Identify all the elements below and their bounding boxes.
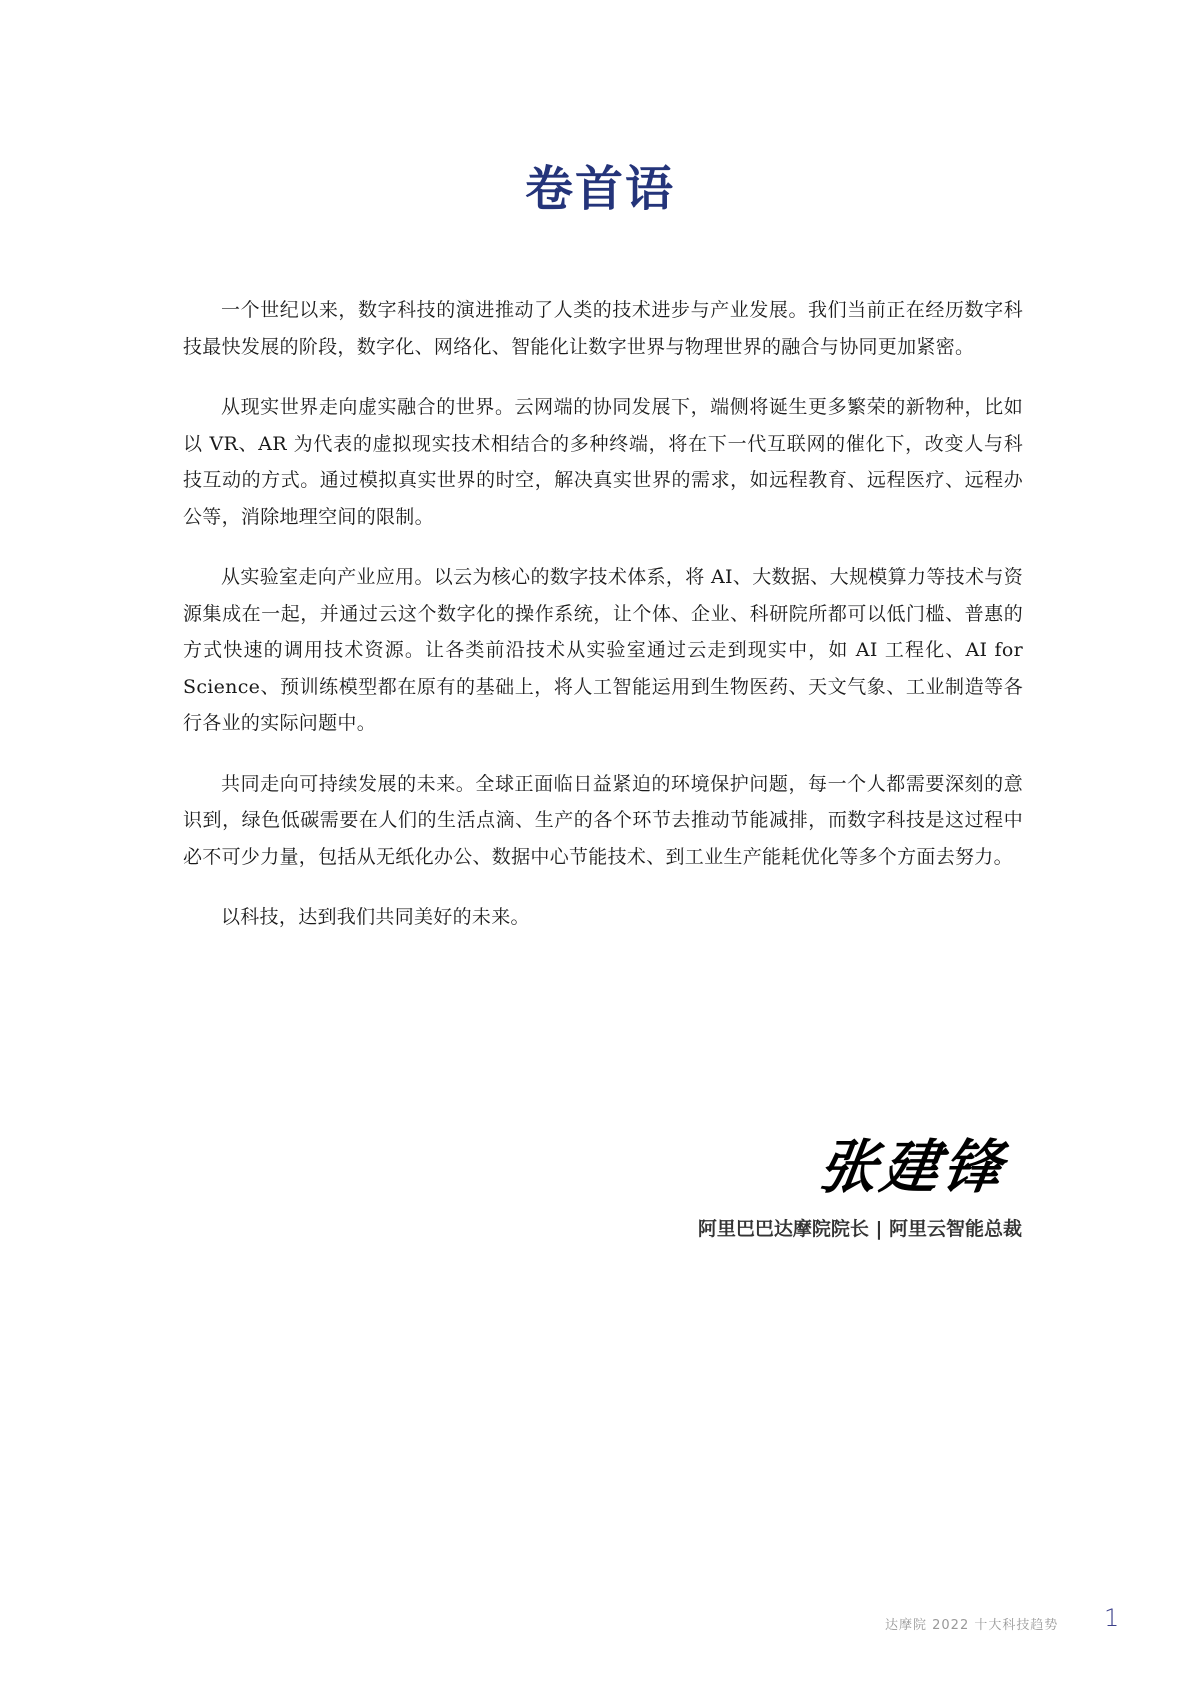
paragraph: 从实验室走向产业应用。以云为核心的数字技术体系，将 AI、大数据、大规模算力等技术与资源集成在一起，并通过云这个数字化的操作系统，让个体、企业、科研院所都可以低门槛、普惠的方式快速的调用技术资源。让各类前沿技术从实验室通过云走到现实中，如 AI 工程化、AI for Science、预训练模型都在原有的基础上，将人工智能运用到生物医药、天文气象、工业制造等各行各业的实际问题中。	[183, 566, 1023, 734]
page-title: 卷首语	[524, 161, 675, 217]
paragraph: 一个世纪以来，数字科技的演进推动了人类的技术进步与产业发展。我们当前正在经历数字科技最快发展的阶段，数字化、网络化、智能化让数字世界与物理世界的融合与协同更加紧密。	[183, 299, 1023, 358]
paragraph: 共同走向可持续发展的未来。全球正面临日益紧迫的环境保护问题，每一个人都需要深刻的意识到，绿色低碳需要在人们的生活点滴、生产的各个环节去推动节能减排，而数字科技是这过程中必不可少力量，包括从无纸化办公、数据中心节能技术、到工业生产能耗优化等多个方面去努力。	[183, 772, 1023, 868]
footer-publication: 达摩院 2022 十大科技趋势	[885, 1618, 1059, 1633]
paragraph: 以科技，达到我们共同美好的未来。	[221, 906, 530, 928]
paragraph: 从现实世界走向虚实融合的世界。云网端的协同发展下，端侧将诞生更多繁荣的新物种，比如以 VR、AR 为代表的虚拟现实技术相结合的多种终端，将在下一代互联网的催化下，改变人与科技互动的方式。通过模拟真实世界的时空，解决真实世界的需求，如远程教育、远程医疗、远程办公等，消除地理空间的限制。	[183, 396, 1023, 528]
page-number: 1	[1104, 1604, 1120, 1632]
preface-body	[183, 292, 1023, 960]
author-role: 阿里巴巴达摩院院长 | 阿里云智能总裁	[697, 1218, 1022, 1240]
handwritten-signature: 张建锋	[814, 1133, 1011, 1201]
